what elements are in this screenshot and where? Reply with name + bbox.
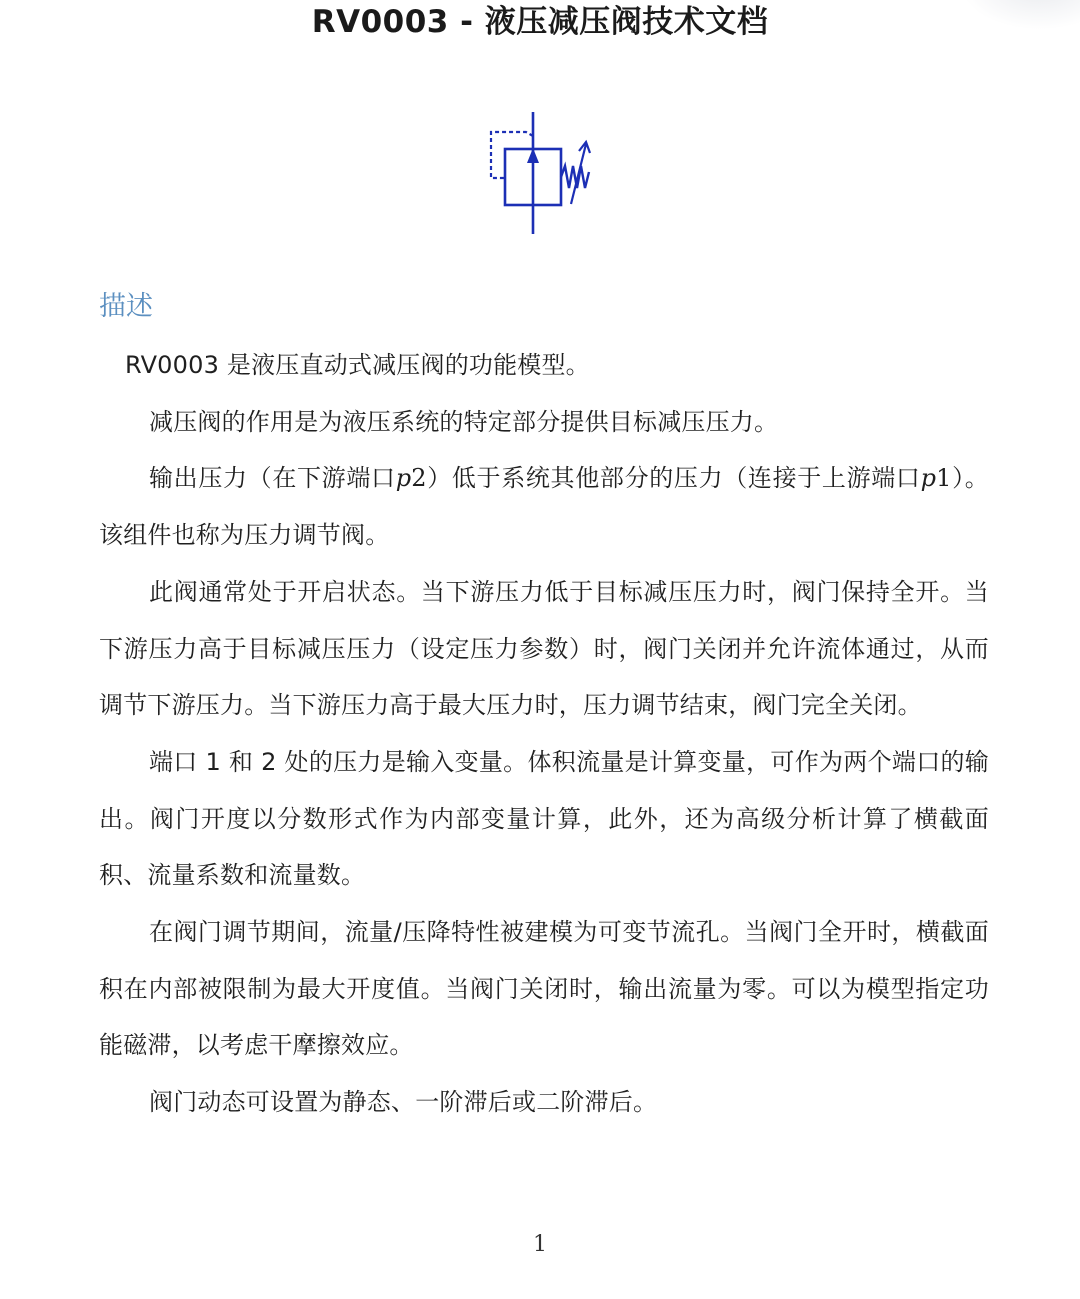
document-title: RV0003 - 液压减压阀技术文档 [311,4,769,40]
paragraph-1: RV0003 是液压直动式减压阀的功能模型。 [125,351,590,379]
paragraph-3-text-c: ）。该组件也称为压力调节阀。 [99,464,989,550]
paragraph-4: 此阀通常处于开启状态。当下游压力低于目标减压压力时，阀门保持全开。当下游压力高于目标减压压力（设定压力参数）时，阀门关闭并允许流体通过，从而调节下游压力。当下游压力高于最大压力时，压力调节结束，阀门完全关闭。 [99,577,989,720]
pressure-reducing-valve-symbol-icon [486,110,602,240]
paragraph-3-text-a: 输出压力（在下游端口 [149,464,396,493]
paragraph-2: 减压阀的作用是为液压系统的特定部分提供目标减压压力。 [149,407,779,436]
paragraph-5: 端口 1 和 2 处的压力是输入变量。体积流量是计算变量，可作为两个端口的输出。阀门开度以分数形式作为内部变量计算，此外，还为高级分析计算了横截面积、流量系数和流量数。 [99,747,989,890]
port-p2-index: 2 [411,464,427,493]
section-heading-description: 描述 [99,291,153,322]
port-p1-variable: p [920,464,937,493]
paragraph-6: 在阀门调节期间，流量/压降特性被建模为可变节流孔。当阀门全开时，横截面积在内部被限制为最大开度值。当阀门关闭时，输出流量为零。可以为模型指定功能磁滞，以考虑干摩擦效应。 [99,918,989,1060]
description-body [99,337,989,1131]
paragraph-3 [99,450,989,563]
paragraph-7: 阀门动态可设置为静态、一阶滞后或二阶滞后。 [149,1088,658,1117]
port-p2-variable: p [395,464,412,493]
page-number: 1 [533,1232,547,1257]
paragraph-3-text-b: ）低于系统其他部分的压力（连接于上游端口 [426,464,921,493]
port-p1-index: 1 [936,464,952,493]
